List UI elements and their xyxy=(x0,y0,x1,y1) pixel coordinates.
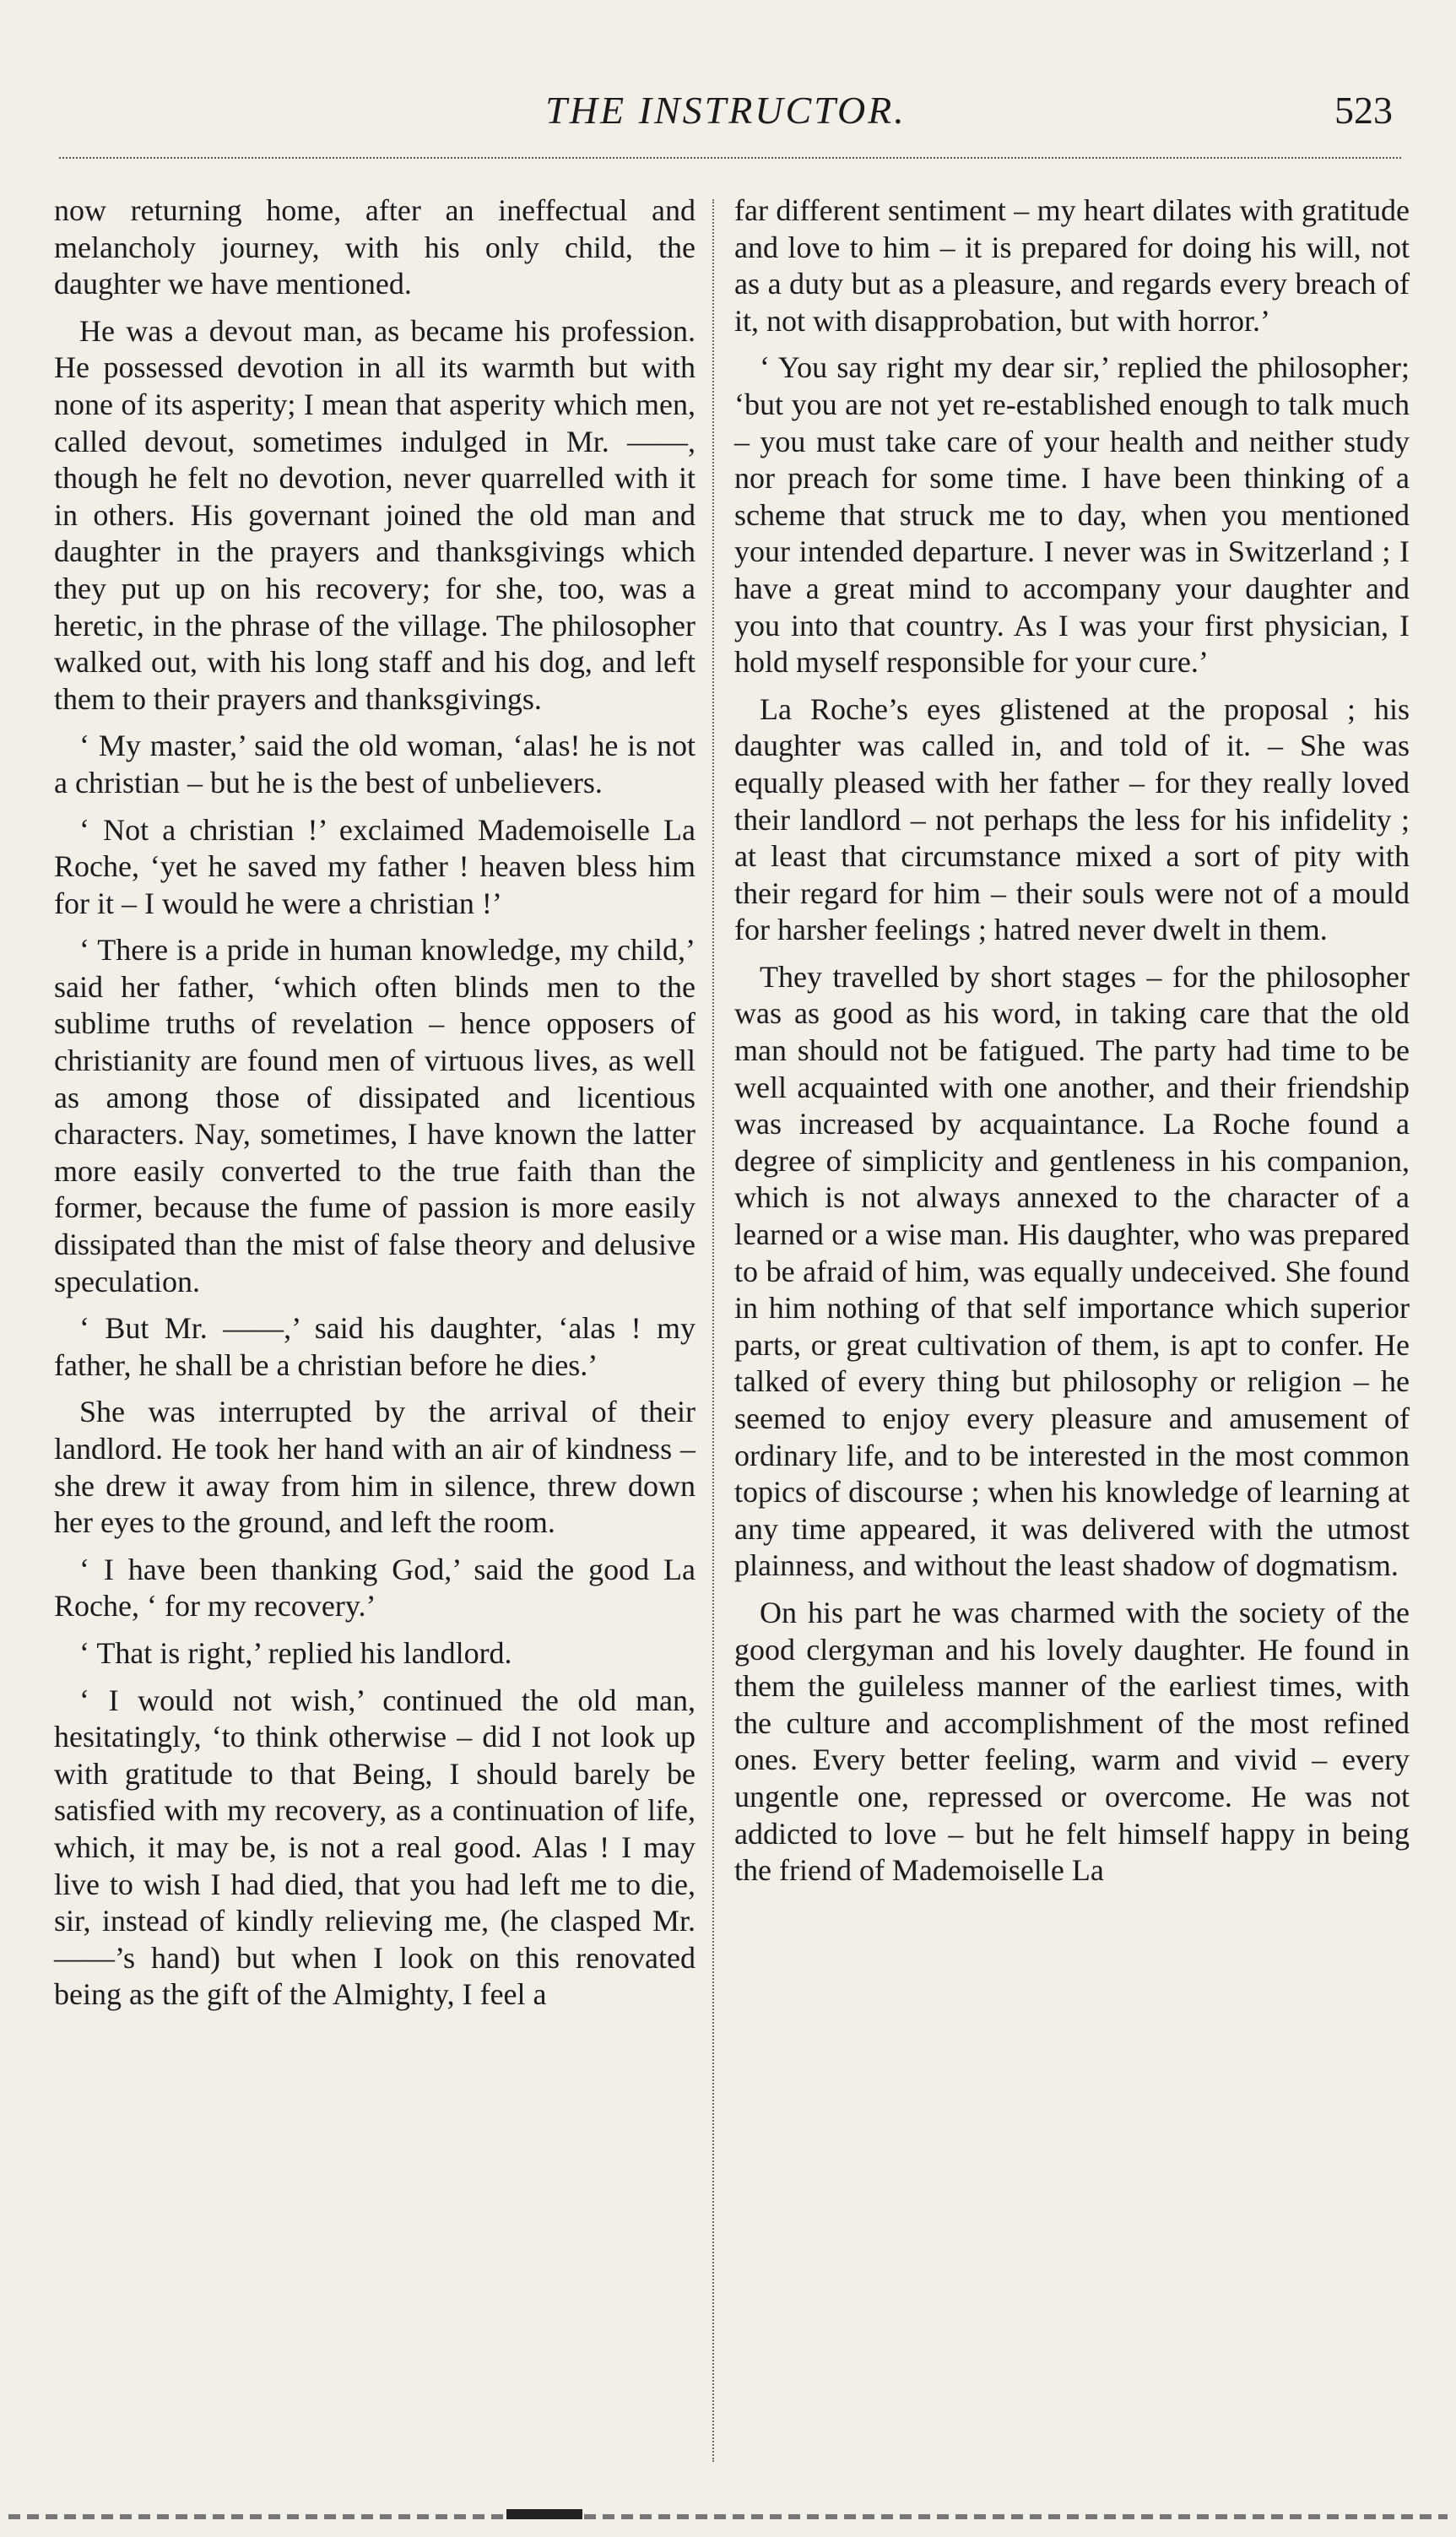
bottom-rule xyxy=(8,2514,1448,2519)
paragraph: They travelled by short stages – for the philosopher was as good as his word, in taking care that the old man should not be fatigued. The party had time to be well acquainted with one another, and their friendship was increased by acquaintance. La Roche found a degree of simplicity and gentleness in his companion, which is not always annexed to the character of a learned or a wise man. His daughter, who was prepared to be afraid of him, was equally undeceived. She found in him nothing of that self importance which superior parts, or great cultivation of them, is apt to confer. He talked of every thing but philosophy or religion – he seemed to enjoy every pleasure and amusement of ordinary life, and to be interested in the most common topics of discourse ; when his knowledge of learning at any time appeared, it was delivered with the utmost plainness, and without the least shadow of dogmatism. xyxy=(734,959,1410,1583)
paragraph: La Roche’s eyes glistened at the proposal ; his daughter was called in, and told of it. – She was equally pleased with her father – for they really loved their landlord – not perhaps the less for his infidelity ; at least that circumstance mixed a sort of pity with their regard for him – their souls were not of a mould for harsher feelings ; hatred never dwelt in them. xyxy=(734,691,1410,947)
paragraph: ‘ You say right my dear sir,’ replied the philosopher; ‘but you are not yet re-established enough to talk much – you must take care of your health and neither study nor preach for some time. I have been thinking of a scheme that struck me to day, when you mentioned your intended departure. I never was in Switzerland ; I have a great mind to accompany your daughter and you into that country. As I was your first physician, I hold myself responsible for your cure.’ xyxy=(734,350,1410,680)
paragraph: ‘ I have been thanking God,’ said the good La Roche, ‘ for my recovery.’ xyxy=(54,1552,696,1624)
bottom-rule-mark xyxy=(506,2509,582,2519)
paragraph: ‘ Not a christian !’ exclaimed Mademoiselle La Roche, ‘yet he saved my father ! heaven bless him for it – I would he were a christian !’ xyxy=(54,812,696,920)
right-column xyxy=(734,192,1410,1900)
column-divider xyxy=(712,199,714,2462)
paragraph: far different sentiment – my heart dilates with gratitude and love to him – it is prepared for doing his will, not as a duty but as a pleasure, and regards every breach of it, not with disapprobation, but with horror.’ xyxy=(734,193,1410,338)
paragraph: She was interrupted by the arrival of their landlord. He took her hand with an air of kindness – she drew it away from him in silence, threw down her eyes to the ground, and left the room. xyxy=(54,1395,696,1540)
paragraph: now returning home, after an ineffectual and melancholy journey, with his only child, the daughter we have mentioned. xyxy=(54,193,696,301)
running-title: THE INSTRUCTOR. xyxy=(545,89,907,132)
paragraph: On his part he was charmed with the society of the good clergyman and his lovely daughter. He found in them the guileless manner of the earliest times, with the culture and accomplishment of the most refined ones. Every better feeling, warm and vivid – every ungentle one, repressed or overcome. He was not addicted to love – but he felt himself happy in being the friend of Mademoiselle La xyxy=(734,1595,1410,1888)
page-header xyxy=(51,88,1401,147)
paragraph: ‘ There is a pride in human knowledge, my child,’ said her father, ‘which often blinds men to the sublime truths of revelation – hence opposers of christianity are found men of virtuous lives, as well as among those of dissipated and licentious characters. Nay, sometimes, I have known the latter more easily converted to the true faith than the former, because the fume of passion is more easily dissipated than the mist of false theory and delusive speculation. xyxy=(54,933,696,1298)
left-column xyxy=(54,192,696,2024)
paragraph: He was a devout man, as became his profession. He possessed devotion in all its warmth but with none of its asperity; I mean that asperity which men, called devout, sometimes indulged in Mr. ——, though he felt no devotion, never quarrelled with it in others. His governant joined the old man and daughter in the prayers and thanksgivings which they put up on his recovery; for she, too, was a heretic, in the phrase of the village. The philosopher walked out, with his long staff and his dog, and left them to their prayers and thanksgivings. xyxy=(54,313,696,716)
paragraph: ‘ My master,’ said the old woman, ‘alas! he is not a christian – but he is the best of unbelievers. xyxy=(54,729,696,800)
page-number: 523 xyxy=(1334,89,1393,132)
paragraph: ‘ But Mr. ——,’ said his daughter, ‘alas ! my father, he shall be a christian before he dies.’ xyxy=(54,1311,696,1382)
paragraph: ‘ I would not wish,’ continued the old man, hesitatingly, ‘to think otherwise – did I not look up with gratitude to that Being, I should barely be satisfied with my recovery, as a continuation of life, which, it may be, is not a real good. Alas ! I may live to wish I had died, that you had left me to die, sir, instead of kindly relieving me, (he clasped Mr. ——’s hand) but when I look on this renovated being as the gift of the Almighty, I feel a xyxy=(54,1683,696,2012)
paragraph: ‘ That is right,’ replied his landlord. xyxy=(79,1635,512,1670)
header-rule xyxy=(59,157,1401,159)
